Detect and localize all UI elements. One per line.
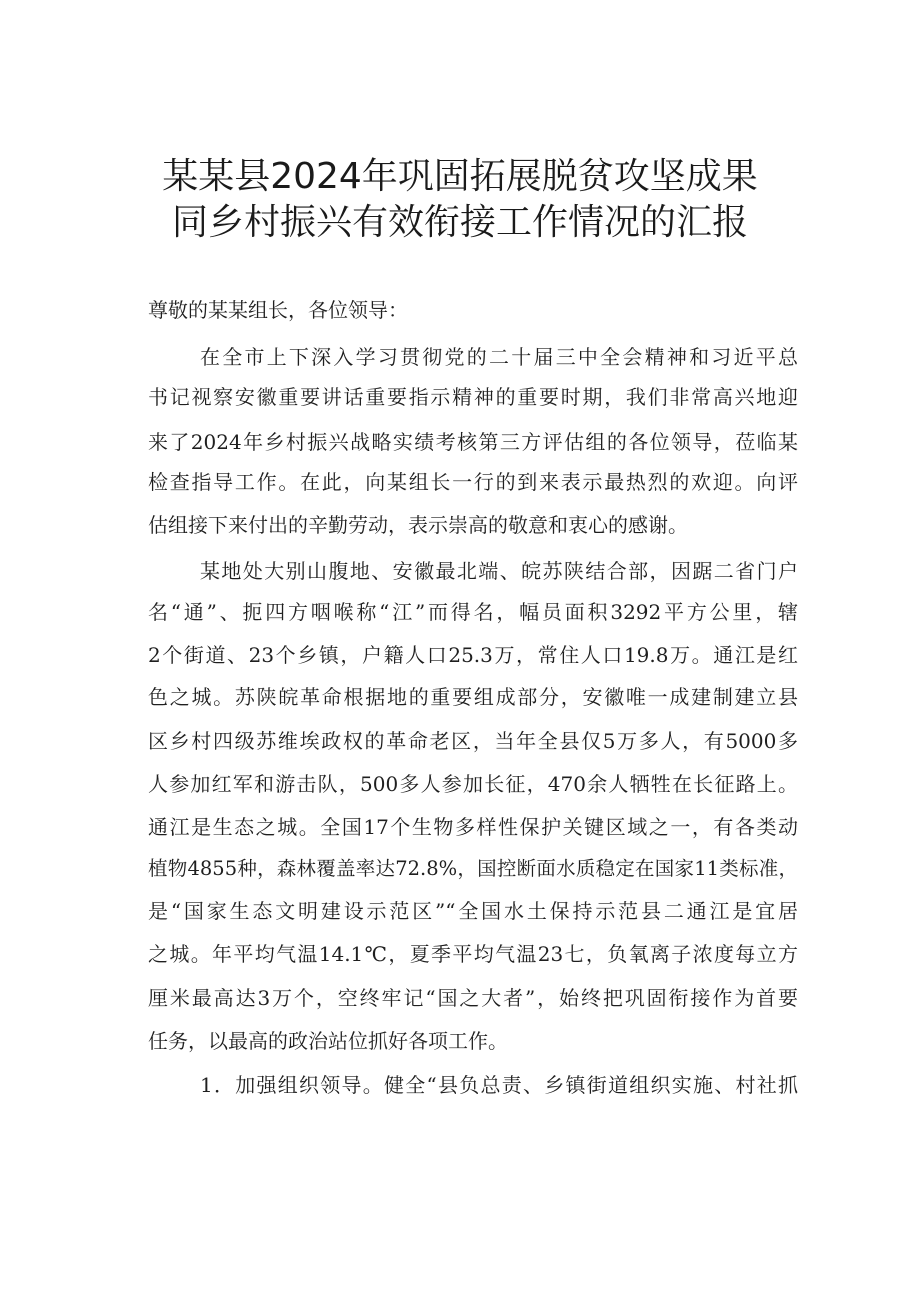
paragraph-line: 任务，以最高的政治站位抓好各项工作。 (148, 1029, 508, 1053)
paragraph-line: 书记视察安徽重要讲话重要指示精神的重要时期，我们非常高兴地迎 (148, 385, 798, 409)
paragraph-line: 植物4855种，森林覆盖率达72.8%，国控断面水质稳定在国家11类标准， (148, 857, 798, 880)
paragraph-line: 厘米最高达3万个，空终牢记“国之大者”，始终把巩固衔接作为首要 (148, 986, 798, 1010)
paragraph-line: 在全市上下深入学习贯彻党的二十届三中全会精神和习近平总 (200, 345, 798, 369)
paragraph-line: 是“国家生态文明建设示范区”“全国水土保持示范县二通江是宜居 (148, 899, 798, 923)
paragraph-line: 估组接下来付出的辛勤劳动，表示崇高的敬意和衷心的感谢。 (148, 513, 688, 537)
paragraph-line: 之城。年平均气温14.1℃，夏季平均气温23七，负氧离子浓度每立方 (148, 942, 798, 966)
paragraph-line: 区乡村四级苏维埃政权的革命老区，当年全县仅5万多人，有5000多 (148, 729, 798, 753)
paragraph-line: 来了2024年乡村振兴战略实绩考核第三方评估组的各位领导，莅临某 (148, 430, 798, 454)
paragraph-line: 色之城。苏陕皖革命根据地的重要组成部分，安徽唯一成建制建立县 (148, 685, 798, 709)
paragraph-line: 名“通”、扼四方咽喉称“江”而得名，幅员面积3292平方公里，辖 (148, 600, 798, 624)
document-title-line-2: 同乡村振兴有效衔接工作情况的汇报 (171, 202, 748, 243)
document-title-line-1: 某某县2024年巩固拓展脱贫攻坚成果 (162, 156, 758, 197)
paragraph-line: 1．加强组织领导。健全“县负总责、乡镇街道组织实施、村社抓 (200, 1073, 798, 1097)
paragraph-line: 通江是生态之城。全国17个生物多样性保护关键区域之一，有各类动 (148, 815, 798, 839)
paragraph-line: 某地处大别山腹地、安徽最北端、皖苏陕结合部，因踞二省门户 (200, 559, 798, 583)
paragraph-line: 2个街道、23个乡镇，户籍人口25.3万，常住人口19.8万。通江是红 (148, 643, 798, 667)
paragraph-line: 检查指导工作。在此，向某组长一行的到来表示最热烈的欢迎。向评 (148, 470, 798, 494)
salutation: 尊敬的某某组长，各位领导： (148, 298, 408, 322)
paragraph-line: 人参加红军和游击队，500多人参加长征，470余人牺牲在长征路上。 (148, 772, 798, 796)
